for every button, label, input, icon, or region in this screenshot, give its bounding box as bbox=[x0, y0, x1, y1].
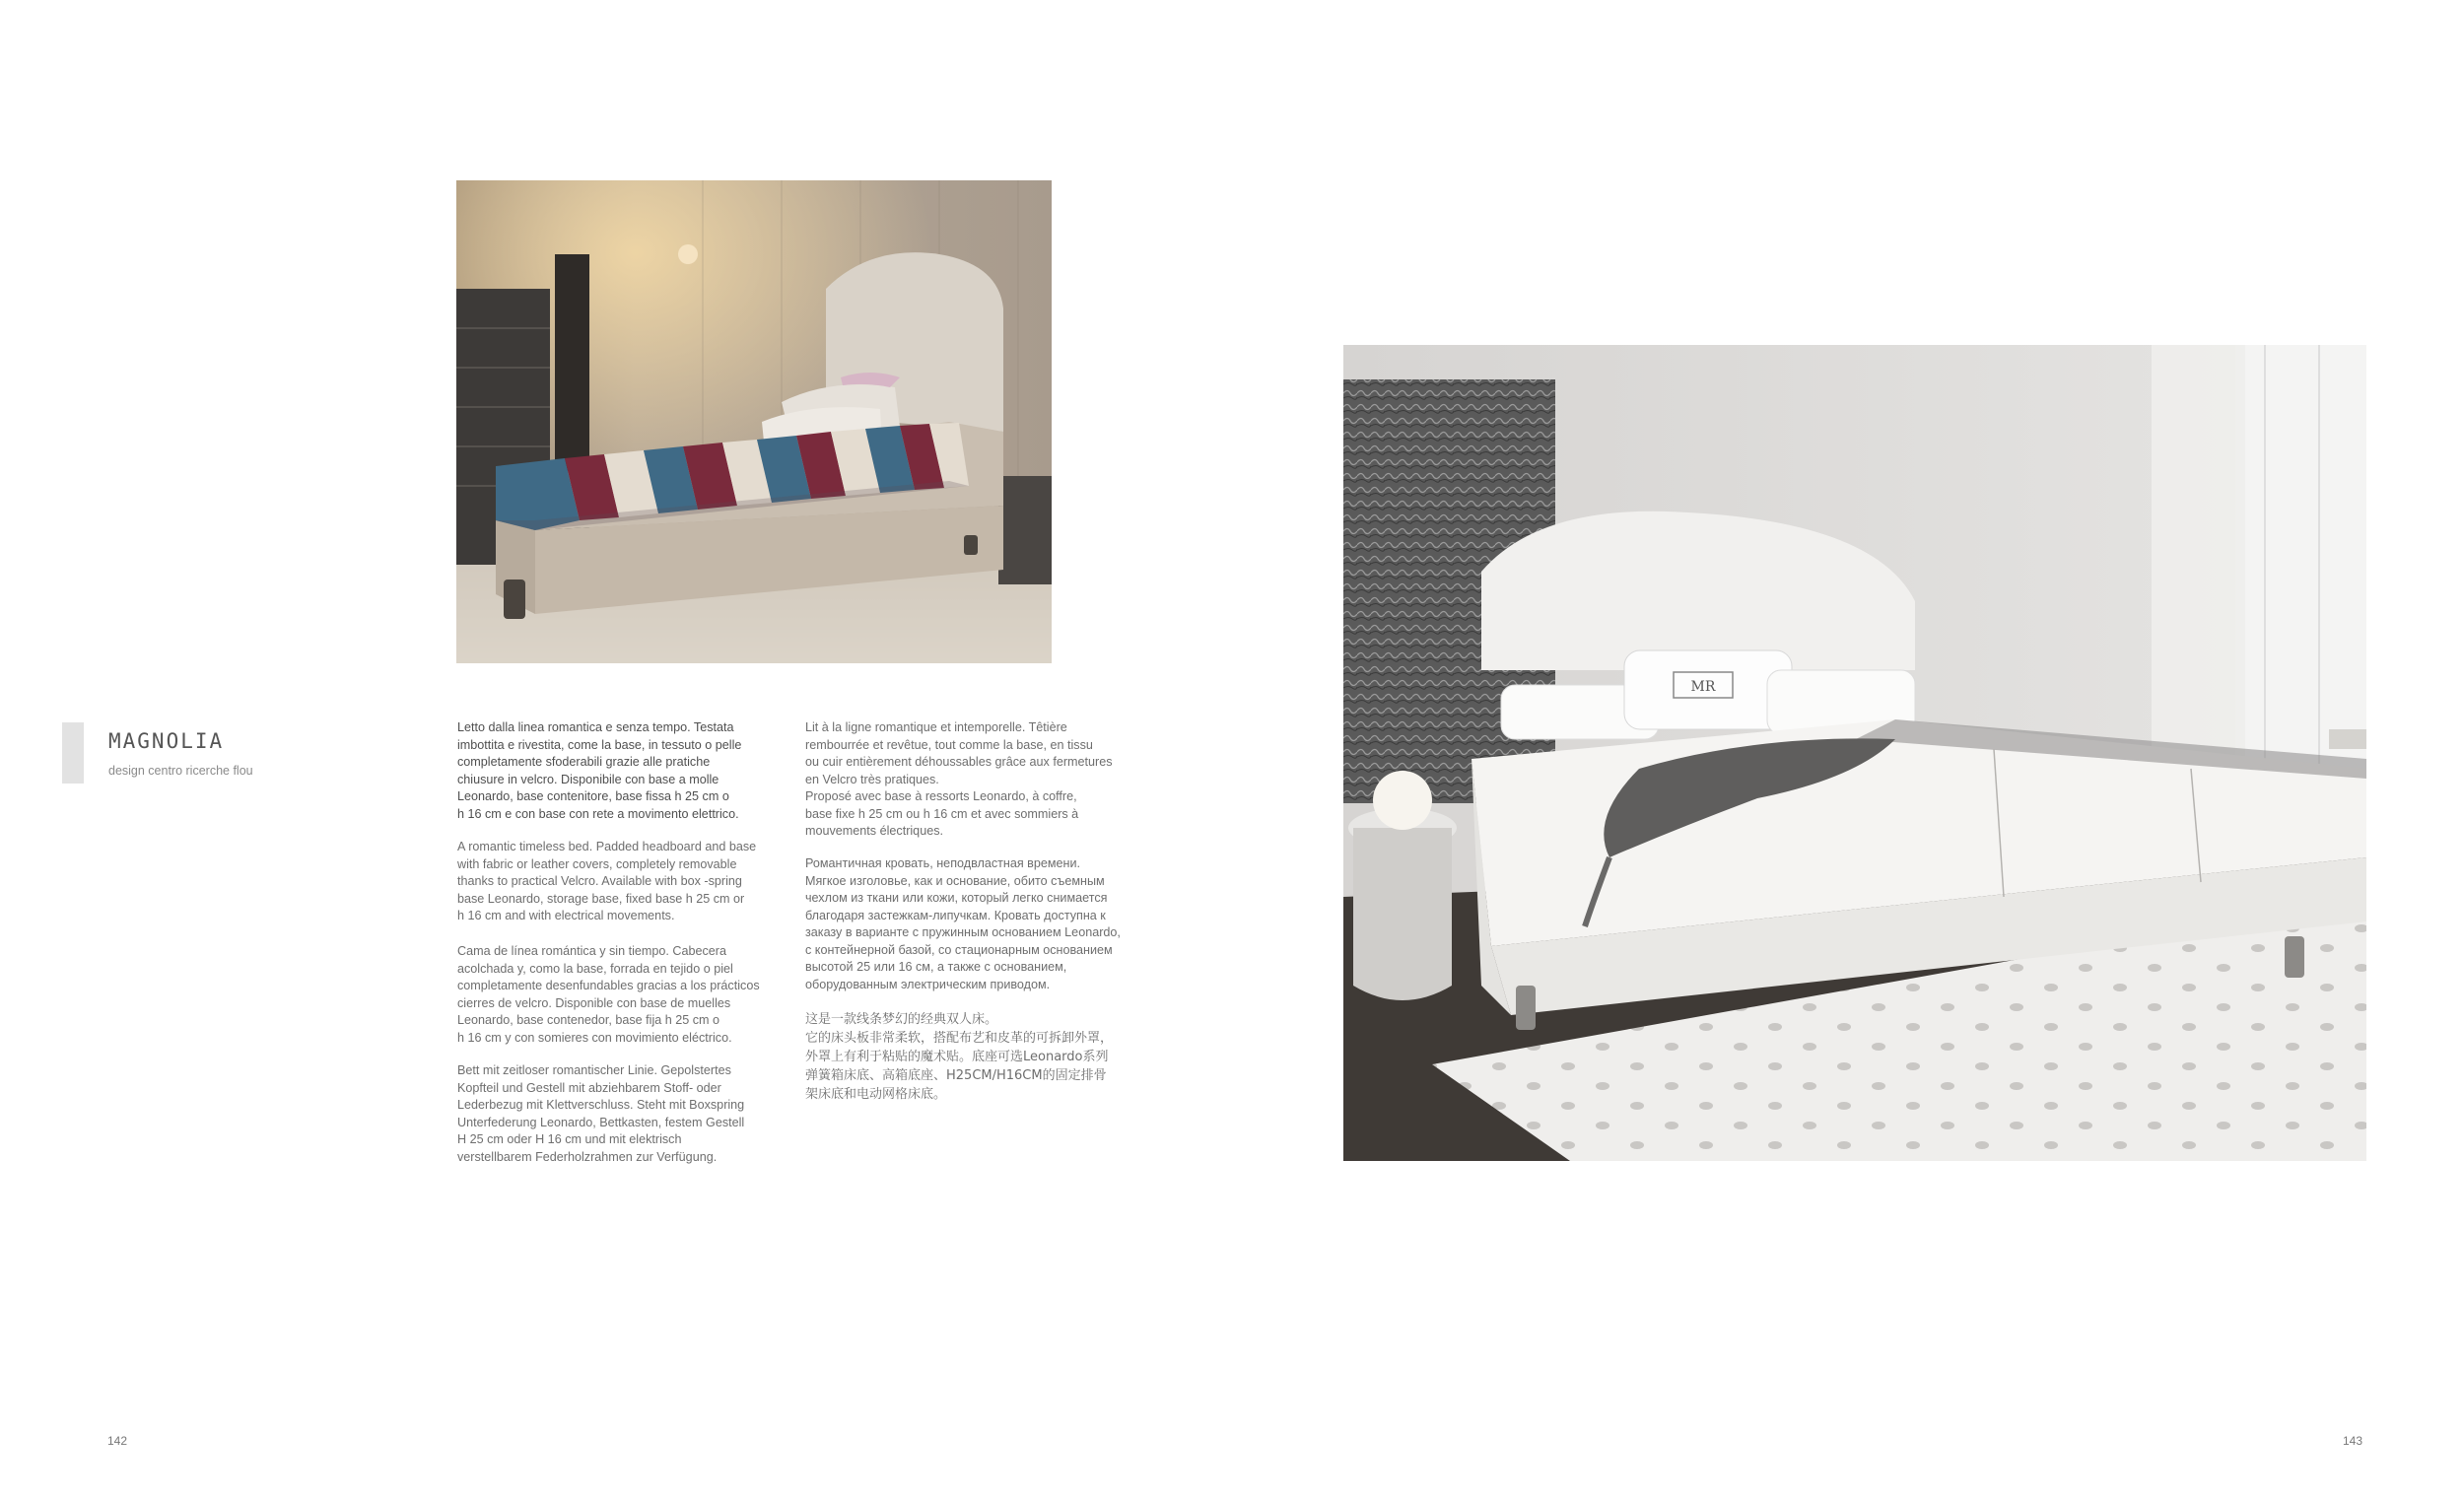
description-english: A romantic timeless bed. Padded headboard and base with fabric or leather covers, completely removable thanks to practical Velcro. Available with box -spring base Leonardo, storage base, fixed base h 25 cm or h 16 cm and with electrical movements. bbox=[457, 840, 757, 922]
pillow-monogram: MR bbox=[1690, 679, 1716, 695]
description-chinese: 这是一款线条梦幻的经典双人床。 它的床头板非常柔软，搭配布艺和皮革的可拆卸外罩， 外罩上有利于粘贴的魔术贴。底座可选Leonardo系列 弹簧箱床底、高箱底座、H25CM/H16CM的固定排骨 架床底和电动网格床底。 bbox=[805, 1012, 1114, 1102]
designer-credit: design centro ricerche flou bbox=[108, 764, 253, 778]
page-number-right: 143 bbox=[2343, 1434, 2363, 1448]
product-title: MAGNOLIA bbox=[108, 729, 225, 753]
page-number-left: 142 bbox=[107, 1434, 128, 1448]
description-spanish: Cama de línea romántica y sin tiempo. Cabecera acolchada y, como la base, forrada en tejido o piel completamente desenfundables gracias a los prácticos cierres de velcro. Disponible con base de muelles Leonardo, base contenedor, base fija h 25 cm o h 16 cm y con somieres con movimiento eléctrico. bbox=[457, 944, 760, 1045]
description-german: Bett mit zeitloser romantischer Linie. Gepolstertes Kopfteil und Gestell mit abziehbarem Stoff- oder Lederbezug mit Klettverschluss. Steht mit Boxspring Unterfederung Leonardo, Bettkasten, festem Gestell H 25 cm oder H 16 cm und mit elektrisch verstellbarem Federholzrahmen zur Verfügung. bbox=[457, 1063, 745, 1164]
double-bed-photo bbox=[1343, 345, 2366, 1161]
section-tab-marker bbox=[62, 722, 84, 784]
description-italian: Letto dalla linea romantica e senza tempo. Testata imbottita e rivestita, come la base, in tessuto o pelle completamente sfoderabili grazie alle pratiche chiusure in velcro. Disponibile con base a molle Leonardo, base contenitore, base fissa h 25 cm o h 16 cm e con base con rete a movimento elettrico. bbox=[457, 720, 742, 821]
description-french: Lit à la ligne romantique et intemporelle. Têtière rembourrée et revêtue, tout comme la base, en tissu ou cuir entièrement déhoussables grâce aux fermetures en Velcro très pratiques. Proposé avec base à ressorts Leonardo, à coffre, base fixe h 25 cm ou h 16 cm et avec sommiers à mouvements électriques. bbox=[805, 720, 1113, 838]
single-bed-photo bbox=[456, 180, 1052, 663]
description-russian: Романтичная кровать, неподвластная времени. Мягкое изголовье, как и основание, обито съемным чехлом из ткани или кожи, который легко снимается благодаря застежкам-липучкам. Кровать доступна к заказу в варианте с пружинным основанием Leonardo, с контейнерной базой, со стационарным основанием высотой 25 или 16 см, а также с основанием, оборудованным электрическим приводом. bbox=[805, 856, 1121, 991]
